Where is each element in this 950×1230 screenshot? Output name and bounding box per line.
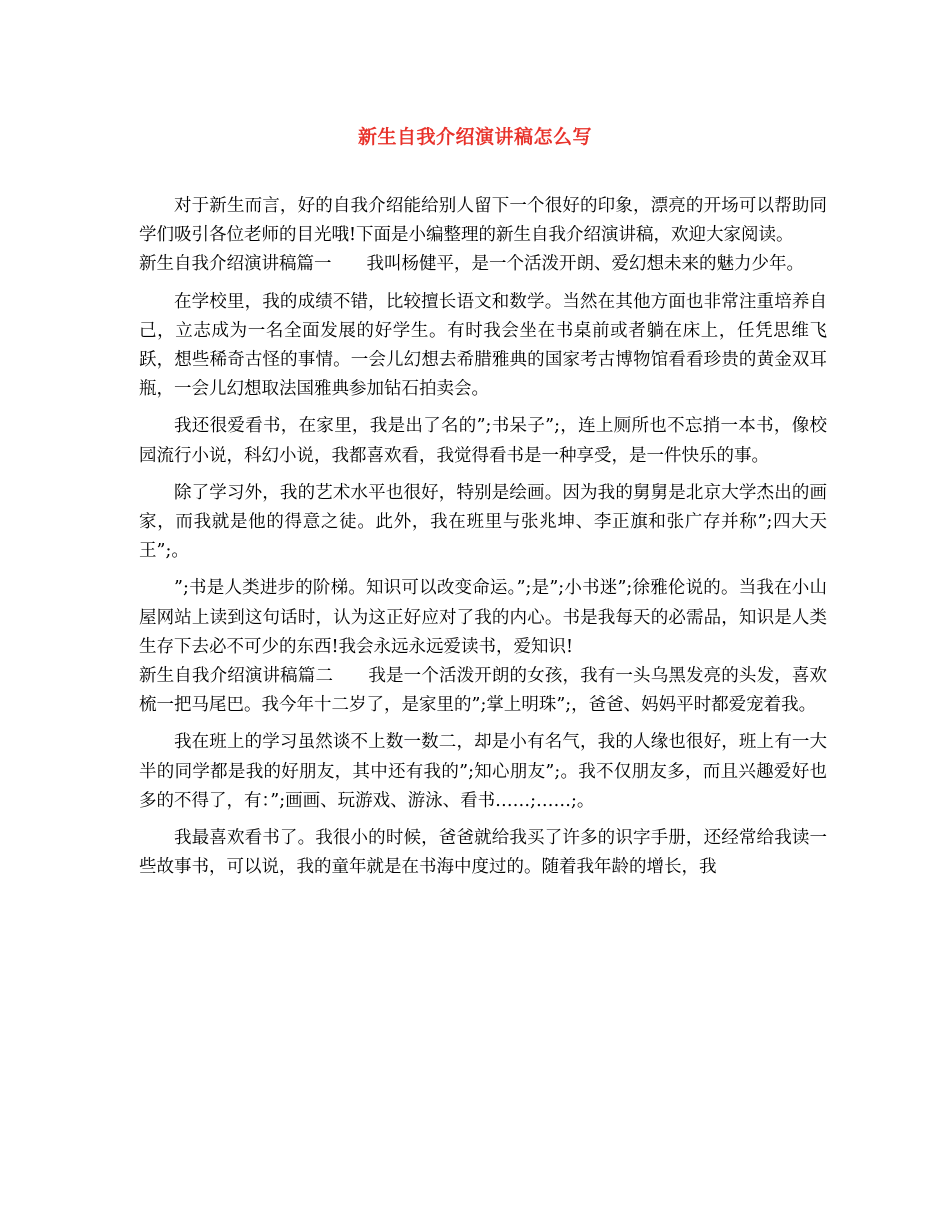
paragraph: ”;书是人类进步的阶梯。知识可以改变命运。”;是”;小书迷”;徐雅伦说的。当我在小山屋网站上读到这句话时，认为这正好应对了我的内心。书是我每天的必需品，知识是人类生存下去必不可少的东西!我会永远永远爱读书，爱知识! — [139, 578, 827, 657]
document-title: 新生自我介绍演讲稿怎么写 — [357, 126, 592, 148]
document-body — [139, 192, 827, 882]
section-two-heading: 新生自我介绍演讲稿篇二 我是一个活泼开朗的女孩，我有一头乌黑发亮的头发，喜欢梳一把马尾巴。我今年十二岁了，是家里的”;掌上明珠”;，爸爸、妈妈平时都爱宠着我。 — [139, 666, 827, 716]
paragraph: 我在班上的学习虽然谈不上数一数二，却是小有名气，我的人缘也很好，班上有一大半的同学都是我的好朋友，其中还有我的”;知心朋友”;。我不仅朋友多，而且兴趣爱好也多的不得了，有：”;画画、玩游戏、游泳、看书……;……;。 — [139, 732, 827, 811]
paragraph: 在学校里，我的成绩不错，比较擅长语文和数学。当然在其他方面也非常注重培养自己，立志成为一名全面发展的好学生。有时我会坐在书桌前或者躺在床上，任凭思维飞跃，想些稀奇古怪的事情。一会儿幻想去希腊雅典的国家考古博物馆看看珍贵的黄金双耳瓶，一会儿幻想取法国雅典参加钻石拍卖会。 — [139, 291, 827, 400]
section-one-heading: 新生自我介绍演讲稿篇一 我叫杨健平，是一个活泼开朗、爱幻想未来的魅力少年。 — [139, 254, 804, 275]
paragraph: 我最喜欢看书了。我很小的时候，爸爸就给我买了许多的识字手册，还经常给我读一些故事书，可以说，我的童年就是在书海中度过的。随着我年龄的增长，我 — [139, 828, 827, 878]
paragraph-intro: 对于新生而言，好的自我介绍能给别人留下一个很好的印象，漂亮的开场可以帮助同学们吸引各位老师的目光哦!下面是小编整理的新生自我介绍演讲稿，欢迎大家阅读。 — [139, 196, 827, 246]
paragraph: 除了学习外，我的艺术水平也很好，特别是绘画。因为我的舅舅是北京大学杰出的画家，而我就是他的得意之徒。此外，我在班里与张兆坤、李正旗和张广存并称”;四大天王”;。 — [139, 482, 827, 562]
paragraph: 我还很爱看书，在家里，我是出了名的”;书呆子”;，连上厕所也不忘捎一本书，像校园流行小说，科幻小说，我都喜欢看，我觉得看书是一种享受，是一件快乐的事。 — [139, 416, 827, 466]
